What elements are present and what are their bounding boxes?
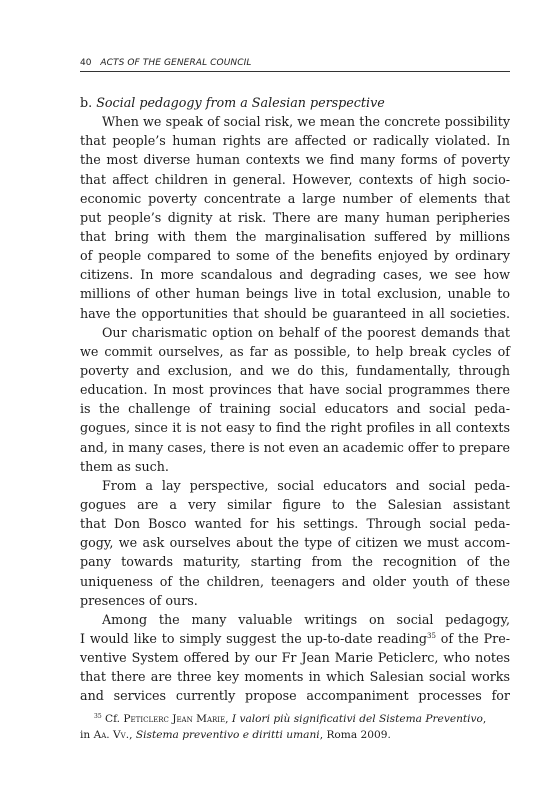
paragraph-line: Among the many valuable writings on social pedagogy, (102, 611, 510, 627)
paragraph-line: and services currently propose accompaniment processes for (80, 688, 510, 704)
paragraph-line: pany towards maturity, starting from the recognition of the (80, 554, 510, 570)
paragraph-line: education. In most provinces that have social programmes there (80, 382, 510, 398)
paragraph-line: that there are three key moments in which Salesian social works (80, 669, 510, 685)
footnote-title: I valori più significativi del Sistema Preventivo (231, 713, 483, 725)
paragraph-line-part: of the Pre- (440, 630, 510, 646)
section-heading (80, 93, 510, 112)
footnote-cf: Cf. (105, 713, 121, 725)
paragraph-line: gogues are a very similar figure to the Salesian assistant (80, 496, 510, 512)
paragraph-line: the most diverse human contexts we find many forms of poverty (80, 152, 510, 168)
paragraph-line: is the challenge of training social educators and social peda- (80, 401, 510, 417)
running-head (80, 57, 510, 72)
footnote-place-year: Roma 2009. (326, 729, 391, 741)
paragraph-line: gogy, we ask ourselves about the type of citizen we must accom- (80, 535, 510, 551)
paragraph-line: From a lay perspective, social educators and social peda- (102, 477, 510, 493)
footnote-number: 35 (94, 713, 102, 720)
paragraph-line: Our charismatic option on behalf of the poorest demands that (102, 324, 510, 340)
paragraph-line: citizens. In more scandalous and degrading cases, we see how (80, 267, 510, 283)
footnote-volume: Sistema preventivo e diritti umani (135, 729, 320, 741)
paragraph-line: that Don Bosco wanted for his settings. Through social peda- (80, 516, 510, 532)
paragraph-line: When we speak of social risk, we mean the concrete possibility (102, 114, 510, 130)
footnote-in: in (80, 729, 91, 741)
paragraph-line: that people’s human rights are affected or radically violated. In (80, 133, 510, 149)
paragraph-line: millions of other human beings live in total exclusion, unable to (80, 286, 510, 302)
page-number: 40 (80, 58, 92, 68)
paragraph-line: have the opportunities that should be guaranteed in all societies. (80, 305, 510, 321)
paragraph-line: of people compared to some of the benefits enjoyed by ordinary (80, 248, 510, 264)
footnote-author: Peticlerc Jean Marie (123, 713, 226, 725)
paragraph-line: we commit ourselves, as far as possible, to help break cycles of (80, 343, 510, 359)
section-letter: b. (80, 95, 93, 110)
footnote-line: in Aa. Vv., Sistema preventivo e diritti umani, Roma 2009. (80, 729, 391, 741)
paragraph-line: gogues, since it is not easy to find the right profiles in all contexts (80, 420, 510, 436)
footnote-line: $^{35}$ Cf. Peticlerc Jean Marie, I valori più significativi del Sistema Preventivo, (94, 713, 487, 725)
paragraph-line: presences of ours. (80, 592, 198, 608)
running-head-title: ACTS OF THE GENERAL COUNCIL (100, 58, 252, 68)
paragraph-line: put people’s dignity at risk. There are many human peripheries (80, 209, 510, 225)
paragraph-line: uniqueness of the children, teenagers and older youth of these (80, 573, 510, 589)
paragraph-line: that affect children in general. However, contexts of high socio- (80, 171, 510, 187)
footnote-reference[interactable]: 35 (427, 631, 436, 640)
paragraph-line: economic poverty concentrate a large number of elements that (80, 190, 510, 206)
section-title: Social pedagogy from a Salesian perspective (96, 95, 385, 110)
paragraph-line: poverty and exclusion, and we do this, fundamentally, through (80, 362, 510, 378)
paragraph-line: and, in many cases, there is not even an academic offer to prepare (80, 439, 510, 455)
paragraph-line: that bring with them the marginalisation suffered by millions (80, 228, 510, 244)
paragraph-line: ventive System offered by our Fr Jean Marie Peticlerc, who notes (80, 650, 510, 666)
footnote-editors: Aa. Vv. (93, 729, 130, 741)
paragraph-line (80, 629, 510, 648)
paragraph-line-part: I would like to simply suggest the up-to-date reading (80, 630, 427, 646)
paragraph-line: them as such. (80, 458, 169, 474)
body-text (80, 93, 510, 706)
footnote (80, 711, 510, 743)
